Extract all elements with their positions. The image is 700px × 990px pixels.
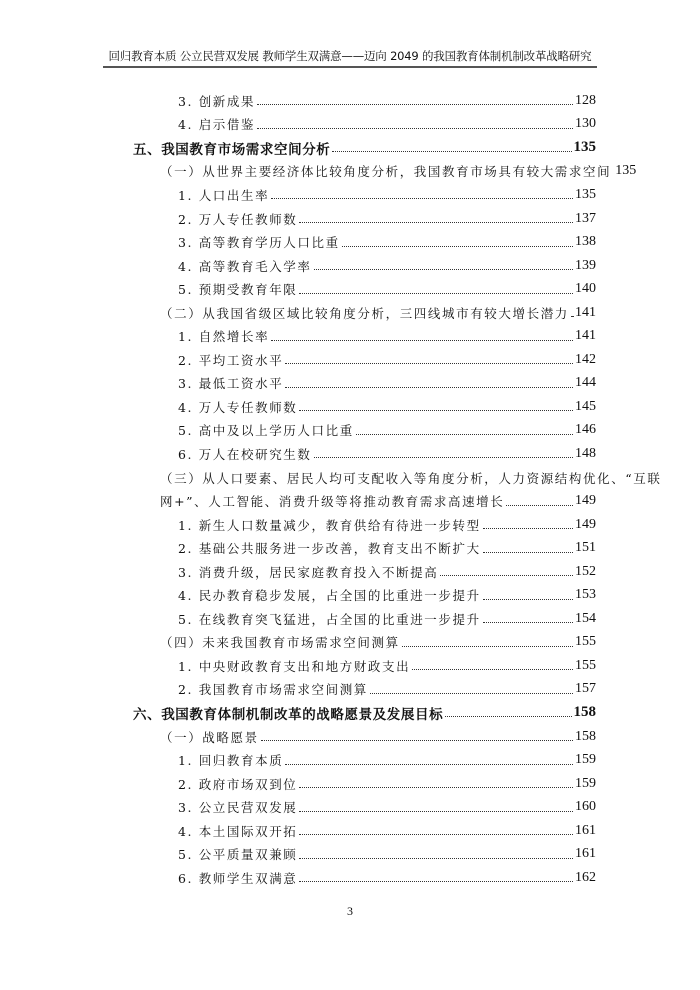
dot-leader — [271, 198, 573, 199]
toc-entry-label: 3. 创新成果 — [178, 93, 256, 109]
toc-entry-page: 135 — [573, 139, 596, 156]
toc-entry-label: 1. 新生人口数量减少，教育供给有待进一步转型 — [178, 517, 481, 533]
dot-leader — [332, 151, 571, 152]
toc-entry[interactable] — [0, 372, 700, 396]
dot-leader — [299, 222, 573, 223]
toc-entry[interactable] — [0, 207, 700, 231]
toc-entry[interactable] — [0, 442, 700, 466]
dot-leader — [506, 505, 573, 506]
toc-entry-label: 六、我国教育体制机制改革的战略愿景及发展目标 — [133, 706, 444, 723]
toc-entry[interactable] — [0, 725, 700, 749]
dot-leader — [483, 599, 573, 600]
toc-entry-page: 135 — [575, 186, 596, 202]
dot-leader — [314, 269, 574, 270]
toc-entry-label: （一）从世界主要经济体比较角度分析，我国教育市场具有较大需求空间 — [160, 164, 612, 180]
dot-leader — [483, 528, 573, 529]
toc-entry-page: 142 — [575, 351, 596, 367]
toc-entry-page: 155 — [575, 634, 596, 650]
toc-entry-label: 3. 高等教育学历人口比重 — [178, 235, 340, 251]
toc-entry-label: 网+”、人工智能、消费升级等将推动教育需求高速增长 — [160, 494, 505, 510]
toc-entry-page: 148 — [575, 445, 596, 461]
toc-entry[interactable] — [0, 654, 700, 678]
toc-entry[interactable] — [0, 560, 700, 584]
dot-leader — [483, 552, 573, 553]
toc-entry-page: 158 — [573, 704, 596, 721]
dot-leader — [356, 434, 573, 435]
toc-entry-label: 2. 我国教育市场需求空间测算 — [178, 682, 368, 698]
dot-leader — [440, 575, 573, 576]
toc-entry[interactable] — [0, 489, 700, 513]
dot-leader — [370, 693, 573, 694]
toc-chapter-entry[interactable] — [0, 701, 700, 725]
toc-entry-label: 1. 回归教育本质 — [178, 753, 284, 769]
toc-entry-page: 135 — [615, 163, 637, 179]
toc-entry-label: 5. 公平质量双兼顾 — [178, 847, 298, 863]
toc-entry-page: 138 — [575, 234, 596, 250]
toc-entry-label: 5. 预期受教育年限 — [178, 282, 298, 298]
toc-entry[interactable] — [0, 324, 700, 348]
header-rule — [103, 66, 597, 68]
toc-entry[interactable] — [0, 348, 700, 372]
toc-entry[interactable] — [0, 795, 700, 819]
toc-entry[interactable] — [0, 819, 700, 843]
toc-entry-label: 4. 启示借鉴 — [178, 117, 256, 133]
dot-leader — [299, 787, 573, 788]
toc-entry-label: 1. 自然增长率 — [178, 329, 270, 345]
toc-entry-label: 4. 本土国际双开拓 — [178, 823, 298, 839]
page-number: 3 — [347, 904, 353, 918]
toc-entry-page: 141 — [575, 328, 596, 344]
dot-leader — [342, 246, 573, 247]
toc-entry-label: （二）从我国省级区域比较角度分析，三四线城市有较大增长潜力 — [160, 305, 569, 321]
toc-entry[interactable] — [0, 583, 700, 607]
toc-entry-page: 161 — [575, 822, 596, 838]
toc-entry[interactable] — [0, 160, 700, 184]
toc-entry-label: 3. 公立民营双发展 — [178, 800, 298, 816]
toc-entry-page: 128 — [575, 92, 596, 108]
toc-entry-label: 2. 政府市场双到位 — [178, 776, 298, 792]
toc-entry-page: 145 — [575, 398, 596, 414]
toc-entry-page: 149 — [575, 493, 596, 509]
toc-entry[interactable] — [0, 395, 700, 419]
toc-entry[interactable] — [0, 536, 700, 560]
toc-entry-page: 155 — [575, 657, 596, 673]
dot-leader — [314, 457, 574, 458]
toc-entry-label: （一）战略愿景 — [160, 729, 259, 745]
toc-entry-label: 2. 基础公共服务进一步改善，教育支出不断扩大 — [178, 541, 481, 557]
toc-entry[interactable] — [0, 89, 700, 113]
dot-leader — [445, 716, 571, 717]
dot-leader — [412, 669, 573, 670]
toc-entry[interactable] — [0, 513, 700, 537]
dot-leader — [299, 858, 573, 859]
toc-entry-label: 1. 中央财政教育支出和地方财政支出 — [178, 658, 411, 674]
toc-entry-page: 137 — [575, 210, 596, 226]
dot-leader — [299, 834, 573, 835]
toc-entry[interactable] — [0, 678, 700, 702]
toc-entry-label: 五、我国教育市场需求空间分析 — [133, 141, 331, 158]
toc-entry-label: 2. 万人专任教师数 — [178, 211, 298, 227]
running-header: 回归教育本质 公立民营双发展 教师学生双满意——迈向 2049 的我国教育体制机制改革战略研究 — [108, 49, 592, 63]
toc-chapter-entry[interactable] — [0, 136, 700, 160]
dot-leader — [285, 387, 573, 388]
dot-leader — [571, 316, 573, 317]
toc-entry-label: 1. 人口出生率 — [178, 187, 270, 203]
toc-entry-page: 154 — [575, 610, 596, 626]
toc-entry-page: 153 — [575, 587, 596, 603]
toc-entry-label: 6. 万人在校研究生数 — [178, 446, 312, 462]
toc-entry-page: 141 — [575, 304, 596, 320]
dot-leader — [271, 340, 573, 341]
toc-entry-label: 3. 消费升级，居民家庭教育投入不断提高 — [178, 564, 439, 580]
toc-entry-label: 6. 教师学生双满意 — [178, 870, 298, 886]
toc-entry-page: 161 — [575, 846, 596, 862]
toc-entry-page: 152 — [575, 563, 596, 579]
toc-entry[interactable] — [0, 277, 700, 301]
dot-leader — [257, 128, 573, 129]
toc-entry-label: （三）从人口要素、居民人均可支配收入等角度分析，人力资源结构优化、“互联 — [160, 470, 662, 486]
toc-entry-page: 146 — [575, 422, 596, 438]
dot-leader — [261, 740, 573, 741]
dot-leader — [257, 104, 573, 105]
toc-entry-page: 144 — [575, 375, 596, 391]
table-of-contents — [0, 89, 700, 890]
toc-entry-label: 5. 高中及以上学历人口比重 — [178, 423, 354, 439]
toc-entry[interactable] — [0, 113, 700, 137]
toc-entry-page: 159 — [575, 775, 596, 791]
toc-entry-page: 159 — [575, 752, 596, 768]
toc-entry-page: 158 — [575, 728, 596, 744]
dot-leader — [285, 764, 573, 765]
dot-leader — [285, 363, 573, 364]
toc-entry[interactable] — [0, 843, 700, 867]
toc-entry[interactable] — [0, 866, 700, 890]
toc-entry[interactable] — [0, 254, 700, 278]
dot-leader — [299, 811, 573, 812]
toc-entry-page: 149 — [575, 516, 596, 532]
toc-entry[interactable] — [0, 631, 700, 655]
toc-entry-label: （四）未来我国教育市场需求空间测算 — [160, 635, 400, 651]
toc-entry[interactable] — [0, 419, 700, 443]
dot-leader — [299, 881, 573, 882]
toc-entry-label: 5. 在线教育突飞猛进，占全国的比重进一步提升 — [178, 611, 481, 627]
dot-leader — [299, 410, 573, 411]
toc-entry[interactable] — [0, 230, 700, 254]
toc-entry-label: 4. 民办教育稳步发展，占全国的比重进一步提升 — [178, 588, 481, 604]
toc-entry-page: 160 — [575, 799, 596, 815]
toc-entry[interactable] — [0, 772, 700, 796]
toc-entry[interactable] — [0, 748, 700, 772]
toc-entry[interactable] — [0, 607, 700, 631]
dot-leader — [483, 622, 573, 623]
toc-entry[interactable] — [0, 183, 700, 207]
toc-entry-label: 2. 平均工资水平 — [178, 352, 284, 368]
toc-entry-label: 4. 万人专任教师数 — [178, 399, 298, 415]
toc-entry-page: 139 — [575, 257, 596, 273]
toc-entry-page: 151 — [575, 540, 596, 556]
dot-leader — [299, 293, 573, 294]
toc-entry-label: 3. 最低工资水平 — [178, 376, 284, 392]
toc-entry-label: 4. 高等教育毛入学率 — [178, 258, 312, 274]
toc-entry[interactable] — [0, 301, 700, 325]
toc-entry[interactable] — [0, 466, 700, 490]
dot-leader — [402, 646, 573, 647]
toc-entry-page: 130 — [575, 116, 596, 132]
toc-entry-page: 157 — [575, 681, 596, 697]
toc-entry-page: 162 — [575, 869, 596, 885]
toc-entry-page: 140 — [575, 281, 596, 297]
